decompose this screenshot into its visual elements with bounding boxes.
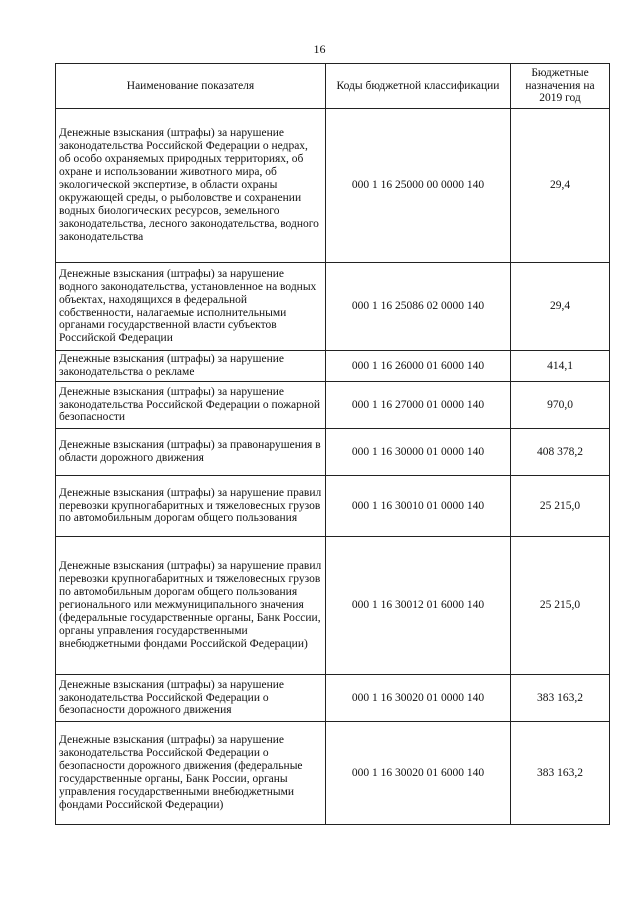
budget-code-cell: 000 1 16 30010 01 0000 140	[326, 476, 511, 537]
indicator-name-cell: Денежные взыскания (штрафы) за нарушение законодательства Российской Федерации о безопасности дорожного движения	[56, 675, 326, 722]
indicator-name-cell: Денежные взыскания (штрафы) за правонарушения в области дорожного движения	[56, 429, 326, 476]
budget-code-cell: 000 1 16 30020 01 0000 140	[326, 675, 511, 722]
budget-code-cell: 000 1 16 30020 01 6000 140	[326, 722, 511, 825]
indicator-name-cell: Денежные взыскания (штрафы) за нарушение правил перевозки крупногабаритных и тяжеловесных грузов по автомобильным дорогам общего пользования регионального или межмуниципального значения (федеральные государственные органы, Банк России, органы управления государственными внебюджетными фондами Российской Федерации)	[56, 537, 326, 675]
indicator-name-cell: Денежные взыскания (штрафы) за нарушение законодательства Российской Федерации о недрах, об особо охраняемых природных территориях, об охране и использовании животного мира, об экологической экспертизе, в области охраны окружающей среды, о рыболовстве и сохранении водных биологических ресурсов, земельного законодательства, лесного законодательства, водного законодательства	[56, 109, 326, 263]
budget-amount-cell: 25 215,0	[511, 537, 610, 675]
budget-code-cell: 000 1 16 27000 01 0000 140	[326, 382, 511, 429]
header-budget-amount: Бюджетные назначения на 2019 год	[511, 64, 610, 109]
budget-code-cell: 000 1 16 30012 01 6000 140	[326, 537, 511, 675]
table-row	[56, 537, 610, 675]
table-header-row	[56, 64, 610, 109]
budget-amount-cell: 29,4	[511, 263, 610, 351]
budget-amount-cell: 383 163,2	[511, 675, 610, 722]
table-row	[56, 382, 610, 429]
budget-code-cell: 000 1 16 25000 00 0000 140	[326, 109, 511, 263]
indicator-name-cell: Денежные взыскания (штрафы) за нарушение правил перевозки крупногабаритных и тяжеловесных грузов по автомобильным дорогам общего пользования	[56, 476, 326, 537]
header-budget-code: Коды бюджетной классификации	[326, 64, 511, 109]
table-row	[56, 263, 610, 351]
header-indicator-name: Наименование показателя	[56, 64, 326, 109]
table-row	[56, 351, 610, 382]
table-row	[56, 109, 610, 263]
budget-amount-cell: 414,1	[511, 351, 610, 382]
budget-amount-cell: 970,0	[511, 382, 610, 429]
table-row	[56, 476, 610, 537]
page-number: 16	[313, 42, 326, 56]
budget-table	[55, 63, 610, 825]
indicator-name-cell: Денежные взыскания (штрафы) за нарушение законодательства о рекламе	[56, 351, 326, 382]
indicator-name-cell: Денежные взыскания (штрафы) за нарушение законодательства Российской Федерации о безопасности дорожного движения (федеральные государственные органы, Банк России, органы управления государственными внебюджетными фондами Российской Федерации)	[56, 722, 326, 825]
indicator-name-cell: Денежные взыскания (штрафы) за нарушение законодательства Российской Федерации о пожарной безопасности	[56, 382, 326, 429]
table-row	[56, 722, 610, 825]
budget-amount-cell: 408 378,2	[511, 429, 610, 476]
budget-code-cell: 000 1 16 25086 02 0000 140	[326, 263, 511, 351]
budget-amount-cell: 29,4	[511, 109, 610, 263]
budget-code-cell: 000 1 16 26000 01 6000 140	[326, 351, 511, 382]
table-row	[56, 429, 610, 476]
indicator-name-cell: Денежные взыскания (штрафы) за нарушение водного законодательства, установленное на водных объектах, находящихся в федеральной собственности, налагаемые исполнительными органами государственной власти субъектов Российской Федерации	[56, 263, 326, 351]
budget-amount-cell: 383 163,2	[511, 722, 610, 825]
table-row	[56, 675, 610, 722]
budget-amount-cell: 25 215,0	[511, 476, 610, 537]
budget-code-cell: 000 1 16 30000 01 0000 140	[326, 429, 511, 476]
